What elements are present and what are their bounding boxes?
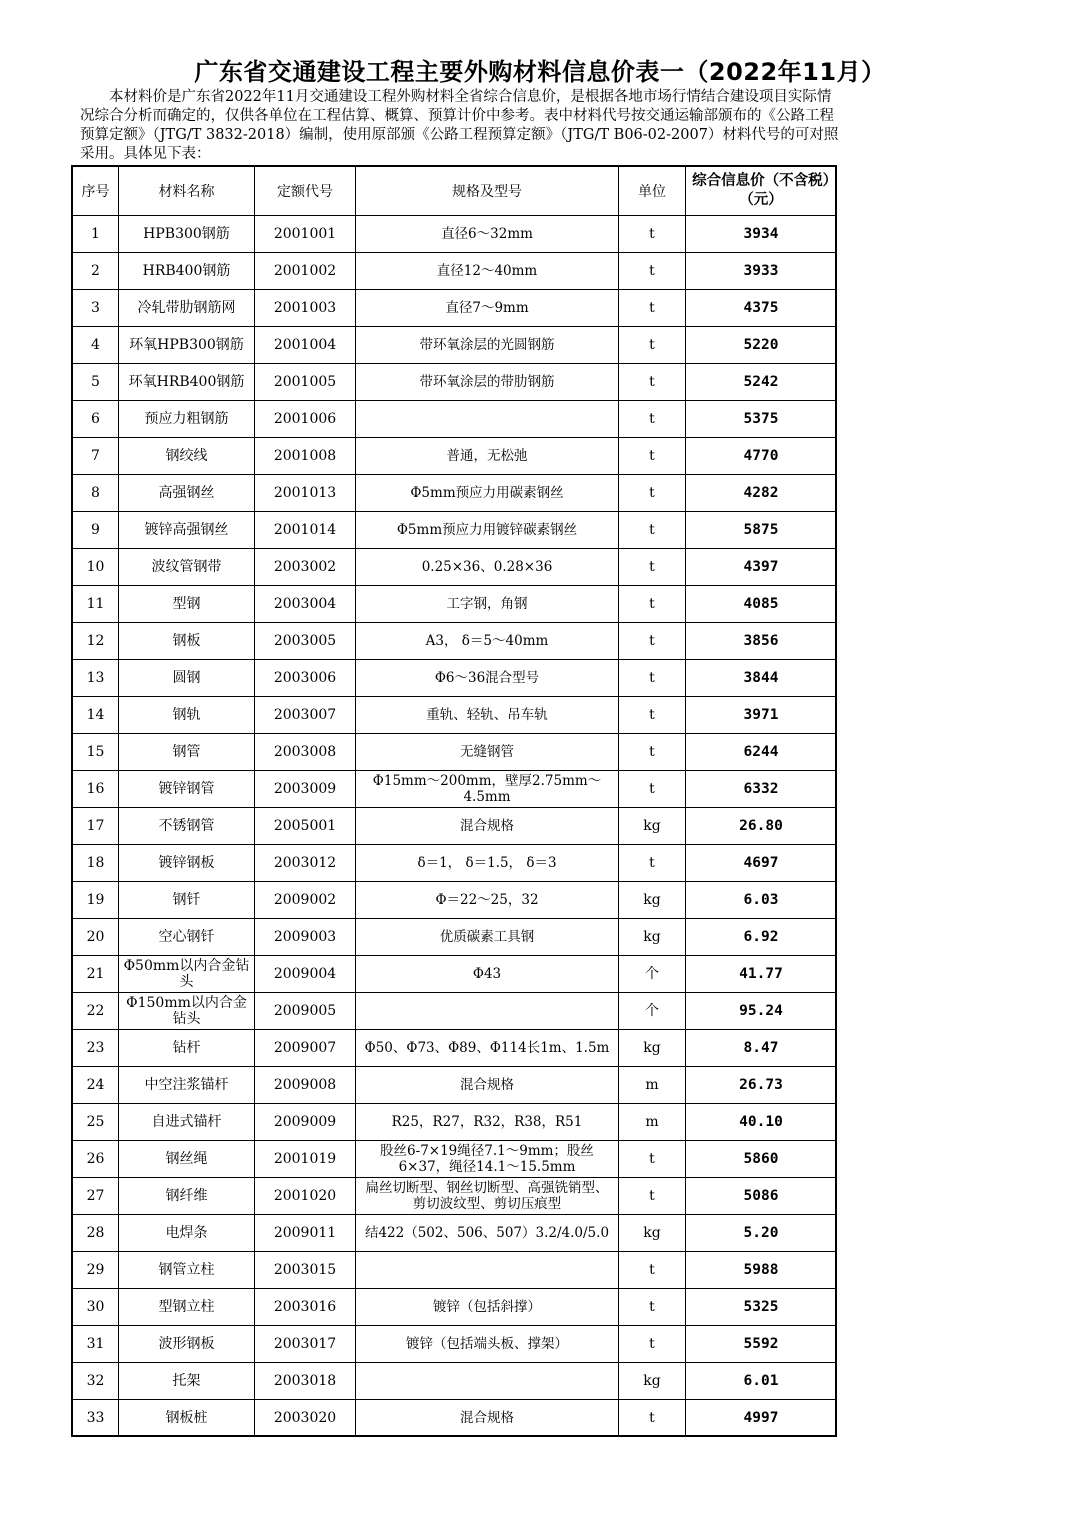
- cell-unit: t: [619, 549, 686, 586]
- cell-price: 3934: [686, 216, 837, 253]
- cell-unit: t: [619, 660, 686, 697]
- cell-name: 钢钎: [119, 882, 255, 919]
- cell-code: 2009007: [255, 1030, 356, 1067]
- cell-name: 钢绞线: [119, 438, 255, 475]
- cell-code: 2009011: [255, 1215, 356, 1252]
- cell-no: 10: [73, 549, 119, 586]
- table-row: [73, 845, 837, 882]
- cell-spec: Φ43: [356, 956, 619, 993]
- cell-unit: t: [619, 1289, 686, 1326]
- table-row: [73, 253, 837, 290]
- cell-no: 29: [73, 1252, 119, 1289]
- cell-no: 25: [73, 1104, 119, 1141]
- cell-unit: kg: [619, 1030, 686, 1067]
- cell-code: 2001006: [255, 401, 356, 438]
- cell-code: 2001002: [255, 253, 356, 290]
- cell-code: 2003005: [255, 623, 356, 660]
- cell-price: 4997: [686, 1400, 837, 1437]
- cell-spec: 结422（502、506、507）3.2/4.0/5.0: [356, 1215, 619, 1252]
- cell-name: 电焊条: [119, 1215, 255, 1252]
- cell-code: 2001020: [255, 1178, 356, 1215]
- cell-name: 中空注浆锚杆: [119, 1067, 255, 1104]
- cell-unit: kg: [619, 1215, 686, 1252]
- cell-price: 40.10: [686, 1104, 837, 1141]
- cell-spec: 混合规格: [356, 1400, 619, 1437]
- cell-no: 21: [73, 956, 119, 993]
- cell-price: 3856: [686, 623, 837, 660]
- table-row: [73, 808, 837, 845]
- table-row: [73, 401, 837, 438]
- cell-no: 7: [73, 438, 119, 475]
- cell-no: 16: [73, 771, 119, 808]
- table-row: [73, 623, 837, 660]
- cell-name: 空心钢钎: [119, 919, 255, 956]
- header-name: 材料名称: [119, 167, 255, 216]
- cell-price: 5325: [686, 1289, 837, 1326]
- cell-name: 钢板: [119, 623, 255, 660]
- cell-name: 预应力粗钢筋: [119, 401, 255, 438]
- cell-name: 型钢: [119, 586, 255, 623]
- cell-no: 1: [73, 216, 119, 253]
- cell-no: 18: [73, 845, 119, 882]
- cell-spec: Φ6～36混合型号: [356, 660, 619, 697]
- cell-no: 11: [73, 586, 119, 623]
- cell-unit: kg: [619, 919, 686, 956]
- cell-spec: 无缝钢管: [356, 734, 619, 771]
- cell-price: 3844: [686, 660, 837, 697]
- cell-unit: t: [619, 1400, 686, 1437]
- cell-no: 15: [73, 734, 119, 771]
- table-row: [73, 1400, 837, 1437]
- cell-name: 钢轨: [119, 697, 255, 734]
- cell-name: HPB300钢筋: [119, 216, 255, 253]
- cell-code: 2003009: [255, 771, 356, 808]
- cell-price: 3933: [686, 253, 837, 290]
- cell-no: 19: [73, 882, 119, 919]
- cell-unit: t: [619, 438, 686, 475]
- cell-code: 2001003: [255, 290, 356, 327]
- cell-no: 28: [73, 1215, 119, 1252]
- table-row: [73, 327, 837, 364]
- cell-unit: t: [619, 586, 686, 623]
- cell-code: 2003007: [255, 697, 356, 734]
- cell-price: 4085: [686, 586, 837, 623]
- cell-price: 5242: [686, 364, 837, 401]
- cell-price: 5375: [686, 401, 837, 438]
- cell-spec: 0.25×36、0.28×36: [356, 549, 619, 586]
- header-unit: 单位: [619, 167, 686, 216]
- table-row: [73, 475, 837, 512]
- cell-unit: t: [619, 697, 686, 734]
- table-row: [73, 216, 837, 253]
- cell-price: 4375: [686, 290, 837, 327]
- cell-unit: m: [619, 1067, 686, 1104]
- cell-spec: 扁丝切断型、钢丝切断型、高强铣销型、剪切波纹型、剪切压痕型: [356, 1178, 619, 1215]
- cell-name: 镀锌钢板: [119, 845, 255, 882]
- cell-price: 5220: [686, 327, 837, 364]
- table-row: [73, 1326, 837, 1363]
- cell-name: 钢管立柱: [119, 1252, 255, 1289]
- cell-no: 13: [73, 660, 119, 697]
- cell-spec: A3， δ＝5～40mm: [356, 623, 619, 660]
- cell-code: 2001005: [255, 364, 356, 401]
- cell-name: 圆钢: [119, 660, 255, 697]
- cell-spec: 混合规格: [356, 1067, 619, 1104]
- cell-code: 2009009: [255, 1104, 356, 1141]
- table-header-row: [73, 167, 837, 216]
- table-body: [73, 216, 837, 1437]
- cell-unit: t: [619, 364, 686, 401]
- cell-code: 2003018: [255, 1363, 356, 1400]
- cell-no: 23: [73, 1030, 119, 1067]
- header-code: 定额代号: [255, 167, 356, 216]
- cell-unit: t: [619, 401, 686, 438]
- cell-no: 27: [73, 1178, 119, 1215]
- table-row: [73, 734, 837, 771]
- cell-code: 2001014: [255, 512, 356, 549]
- cell-unit: kg: [619, 1363, 686, 1400]
- cell-no: 17: [73, 808, 119, 845]
- cell-spec: 工字钢，角钢: [356, 586, 619, 623]
- cell-unit: t: [619, 1252, 686, 1289]
- cell-name: 镀锌高强钢丝: [119, 512, 255, 549]
- cell-no: 9: [73, 512, 119, 549]
- cell-name: 镀锌钢管: [119, 771, 255, 808]
- cell-no: 22: [73, 993, 119, 1030]
- cell-price: 6.92: [686, 919, 837, 956]
- cell-code: 2009004: [255, 956, 356, 993]
- cell-price: 4770: [686, 438, 837, 475]
- table-row: [73, 771, 837, 808]
- cell-spec: δ＝1， δ＝1.5， δ＝3: [356, 845, 619, 882]
- cell-no: 26: [73, 1141, 119, 1178]
- table-row: [73, 956, 837, 993]
- cell-spec: R25，R27，R32，R38，R51: [356, 1104, 619, 1141]
- cell-unit: t: [619, 771, 686, 808]
- cell-no: 6: [73, 401, 119, 438]
- intro-text: 本材料价是广东省2022年11月交通建设工程外购材料全省综合信息价，是根据各地市场行情结合建设项目实际情况综合分析而确定的，仅供各单位在工程估算、概算、预算计价中参考。表中材料代号按交通运输部颁布的《公路工程预算定额》（JTG/T 3832-2018）编制，使用原部颁《公路工程预算定额》（JTG/T B06-02-2007）材料代号的可对照采用。具体见下表：: [80, 89, 839, 162]
- table-row: [73, 1178, 837, 1215]
- cell-code: 2003008: [255, 734, 356, 771]
- cell-name: 波形钢板: [119, 1326, 255, 1363]
- cell-code: 2009003: [255, 919, 356, 956]
- cell-no: 2: [73, 253, 119, 290]
- cell-unit: t: [619, 512, 686, 549]
- table-row: [73, 586, 837, 623]
- cell-spec: [356, 1252, 619, 1289]
- cell-no: 33: [73, 1400, 119, 1437]
- cell-unit: m: [619, 1104, 686, 1141]
- table-row: [73, 882, 837, 919]
- cell-name: 冷轧带肋钢筋网: [119, 290, 255, 327]
- table-row: [73, 364, 837, 401]
- cell-unit: t: [619, 1178, 686, 1215]
- cell-code: 2009005: [255, 993, 356, 1030]
- page-title: 广东省交通建设工程主要外购材料信息价表一（2022年11月）: [194, 58, 886, 86]
- table-row: [73, 290, 837, 327]
- cell-unit: kg: [619, 882, 686, 919]
- cell-spec: 直径7～9mm: [356, 290, 619, 327]
- table-row: [73, 549, 837, 586]
- cell-price: 26.80: [686, 808, 837, 845]
- cell-no: 8: [73, 475, 119, 512]
- table-row: [73, 919, 837, 956]
- table-row: [73, 697, 837, 734]
- cell-unit: t: [619, 1141, 686, 1178]
- table-row: [73, 1104, 837, 1141]
- table-row: [73, 1067, 837, 1104]
- cell-no: 20: [73, 919, 119, 956]
- table-row: [73, 1141, 837, 1178]
- cell-price: 5592: [686, 1326, 837, 1363]
- cell-code: 2003006: [255, 660, 356, 697]
- cell-no: 3: [73, 290, 119, 327]
- table-row: [73, 993, 837, 1030]
- cell-unit: 个: [619, 993, 686, 1030]
- cell-code: 2003012: [255, 845, 356, 882]
- cell-no: 30: [73, 1289, 119, 1326]
- cell-price: 5.20: [686, 1215, 837, 1252]
- materials-price-table: [72, 166, 837, 1437]
- cell-unit: kg: [619, 808, 686, 845]
- cell-name: 波纹管钢带: [119, 549, 255, 586]
- table-row: [73, 660, 837, 697]
- cell-name: 环氧HRB400钢筋: [119, 364, 255, 401]
- cell-code: 2005001: [255, 808, 356, 845]
- cell-spec: 直径12～40mm: [356, 253, 619, 290]
- cell-code: 2001001: [255, 216, 356, 253]
- cell-spec: Φ50、Φ73、Φ89、Φ114长1m、1.5m: [356, 1030, 619, 1067]
- table-row: [73, 1363, 837, 1400]
- table-row: [73, 1252, 837, 1289]
- cell-code: 2003020: [255, 1400, 356, 1437]
- cell-spec: [356, 401, 619, 438]
- cell-price: 26.73: [686, 1067, 837, 1104]
- cell-price: 5860: [686, 1141, 837, 1178]
- cell-price: 3971: [686, 697, 837, 734]
- cell-no: 12: [73, 623, 119, 660]
- cell-price: 4397: [686, 549, 837, 586]
- cell-name: 托架: [119, 1363, 255, 1400]
- cell-price: 5875: [686, 512, 837, 549]
- cell-name: Φ50mm以内合金钻头: [119, 956, 255, 993]
- table-row: [73, 1215, 837, 1252]
- cell-no: 14: [73, 697, 119, 734]
- header-price: 综合信息价（不含税）（元）: [686, 167, 837, 216]
- cell-name: Φ150mm以内合金钻头: [119, 993, 255, 1030]
- cell-name: 高强钢丝: [119, 475, 255, 512]
- cell-code: 2003004: [255, 586, 356, 623]
- cell-no: 31: [73, 1326, 119, 1363]
- cell-spec: 混合规格: [356, 808, 619, 845]
- cell-spec: Φ5mm预应力用镀锌碳素钢丝: [356, 512, 619, 549]
- cell-code: 2001019: [255, 1141, 356, 1178]
- cell-unit: t: [619, 1326, 686, 1363]
- cell-spec: [356, 993, 619, 1030]
- cell-name: 环氧HPB300钢筋: [119, 327, 255, 364]
- cell-code: 2001013: [255, 475, 356, 512]
- cell-name: 钢纤维: [119, 1178, 255, 1215]
- cell-price: 5086: [686, 1178, 837, 1215]
- cell-price: 4282: [686, 475, 837, 512]
- header-no: 序号: [73, 167, 119, 216]
- cell-price: 41.77: [686, 956, 837, 993]
- cell-no: 24: [73, 1067, 119, 1104]
- table-row: [73, 438, 837, 475]
- cell-name: 型钢立柱: [119, 1289, 255, 1326]
- cell-unit: t: [619, 290, 686, 327]
- cell-unit: t: [619, 475, 686, 512]
- header-spec: 规格及型号: [356, 167, 619, 216]
- cell-spec: 股丝6-7×19绳径7.1～9mm；股丝6×37，绳径14.1～15.5mm: [356, 1141, 619, 1178]
- cell-name: 钢板桩: [119, 1400, 255, 1437]
- cell-code: 2003016: [255, 1289, 356, 1326]
- cell-spec: Φ＝22～25，32: [356, 882, 619, 919]
- cell-code: 2003015: [255, 1252, 356, 1289]
- cell-code: 2009008: [255, 1067, 356, 1104]
- cell-name: 钢管: [119, 734, 255, 771]
- cell-no: 5: [73, 364, 119, 401]
- cell-unit: t: [619, 623, 686, 660]
- cell-code: 2001008: [255, 438, 356, 475]
- cell-spec: 普通，无松弛: [356, 438, 619, 475]
- cell-name: 自进式锚杆: [119, 1104, 255, 1141]
- cell-unit: t: [619, 253, 686, 290]
- cell-no: 4: [73, 327, 119, 364]
- cell-unit: t: [619, 216, 686, 253]
- cell-spec: 带环氧涂层的光圆钢筋: [356, 327, 619, 364]
- cell-spec: 重轨、轻轨、吊车轨: [356, 697, 619, 734]
- cell-code: 2003002: [255, 549, 356, 586]
- cell-spec: 镀锌（包括端头板、撑架）: [356, 1326, 619, 1363]
- cell-name: 不锈钢管: [119, 808, 255, 845]
- cell-price: 6332: [686, 771, 837, 808]
- cell-price: 8.47: [686, 1030, 837, 1067]
- cell-unit: t: [619, 734, 686, 771]
- cell-unit: t: [619, 327, 686, 364]
- cell-spec: 带环氧涂层的带肋钢筋: [356, 364, 619, 401]
- cell-spec: Φ5mm预应力用碳素钢丝: [356, 475, 619, 512]
- cell-name: 钢丝绳: [119, 1141, 255, 1178]
- table-row: [73, 1289, 837, 1326]
- cell-spec: 直径6～32mm: [356, 216, 619, 253]
- cell-price: 4697: [686, 845, 837, 882]
- cell-unit: t: [619, 845, 686, 882]
- cell-spec: 镀锌（包括斜撑）: [356, 1289, 619, 1326]
- cell-unit: 个: [619, 956, 686, 993]
- cell-spec: 优质碳素工具钢: [356, 919, 619, 956]
- cell-price: 5988: [686, 1252, 837, 1289]
- cell-price: 95.24: [686, 993, 837, 1030]
- cell-no: 32: [73, 1363, 119, 1400]
- cell-name: HRB400钢筋: [119, 253, 255, 290]
- cell-price: 6244: [686, 734, 837, 771]
- intro-paragraph: [80, 88, 840, 164]
- cell-code: 2009002: [255, 882, 356, 919]
- cell-code: 2001004: [255, 327, 356, 364]
- cell-spec: Φ15mm～200mm，壁厚2.75mm～4.5mm: [356, 771, 619, 808]
- table-row: [73, 1030, 837, 1067]
- cell-code: 2003017: [255, 1326, 356, 1363]
- table-row: [73, 512, 837, 549]
- cell-spec: [356, 1363, 619, 1400]
- cell-price: 6.03: [686, 882, 837, 919]
- cell-price: 6.01: [686, 1363, 837, 1400]
- cell-name: 钻杆: [119, 1030, 255, 1067]
